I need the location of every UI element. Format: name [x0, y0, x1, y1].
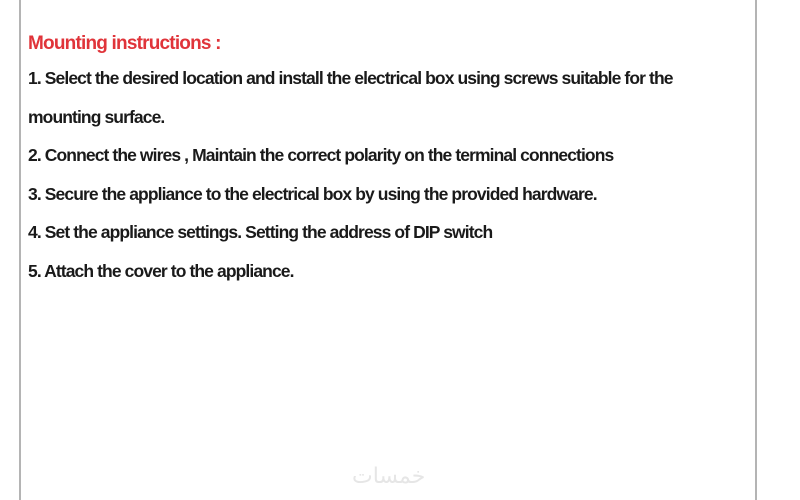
instruction-step-1: 1. Select the desired location and install the electrical box using screws suitable for the mounting surface.	[28, 68, 673, 127]
instruction-step-4: 4. Set the appliance settings. Setting the address of DIP switch	[28, 222, 493, 242]
instructions-content	[28, 29, 743, 290]
mounting-instructions-heading: Mounting instructions :	[28, 33, 221, 54]
instruction-step-3: 3. Secure the appliance to the electrical box by using the provided hardware.	[28, 183, 597, 204]
instruction-step-2: 2. Connect the wires , Maintain the correct polarity on the terminal connections	[28, 145, 614, 165]
instruction-steps-list	[28, 59, 743, 290]
instruction-step-5: 5. Attach the cover to the appliance.	[28, 260, 294, 281]
watermark-logo: خمسات	[352, 464, 426, 489]
